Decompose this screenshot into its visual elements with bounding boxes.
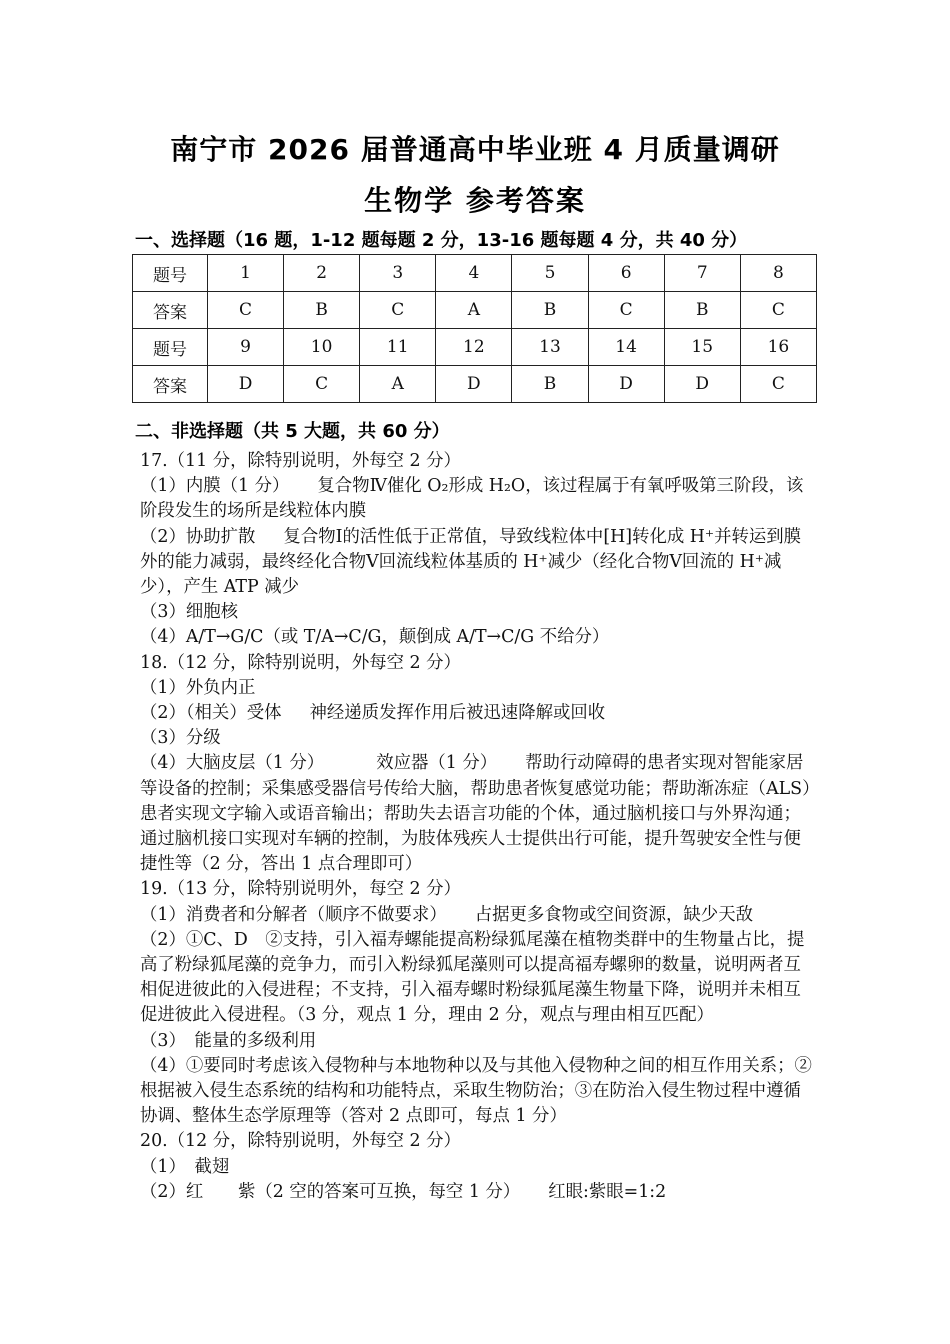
question-20-answer-1: （1） 截翅: [140, 1156, 230, 1177]
answer-part: 帮助行动障碍的患者实现对智能家居等设备的控制；采集感受器信号传给大脑，帮助患者恢复感觉功能；帮助渐冻症（ALS）患者实现文字输入或语音输出；帮助失去语言功能的个体，通过脑机接口与外界沟通；通过脑机接口实现对车辆的控制，为肢体残疾人士提供出行可能，提升驾驶安全性与便捷性等（2 分，答出 1 点合理即可）: [140, 753, 811, 875]
question-19-answer-1: [140, 903, 812, 928]
table-cell: 9: [208, 329, 284, 366]
table-cell: C: [740, 366, 816, 403]
answer-part: （2）协助扩散: [140, 526, 256, 547]
table-cell: C: [208, 292, 284, 329]
table-cell: 12: [436, 329, 512, 366]
question-17-answer-4: （4）A/T→G/C（或 T/A→C/G，颠倒成 A/T→C/G 不给分）: [140, 627, 610, 648]
answer-part: 复合物Ⅳ催化 O₂形成 H₂O，该过程属于有氧呼吸第三阶段，该阶段发生的场所是线粒体内膜: [140, 476, 804, 522]
question-19-answer-3: （3） 能量的多级利用: [140, 1030, 317, 1051]
table-cell: D: [436, 366, 512, 403]
table-cell: 2: [284, 255, 360, 292]
table-cell: C: [284, 366, 360, 403]
table-cell: 4: [436, 255, 512, 292]
table-cell: C: [740, 292, 816, 329]
row-label: 题号: [133, 255, 208, 292]
question-18-answer-3: （3）分级: [140, 728, 221, 749]
question-19-answer-2: （2）①C、D ②支持，引入福寿螺能提高粉绿狐尾藻在植物类群中的生物量占比，提高了粉绿狐尾藻的竞争力，而引入粉绿狐尾藻则可以提高福寿螺卵的数量，说明两者互相促进彼此的入侵进程；不支持，引入福寿螺时粉绿狐尾藻生物量下降，说明并未相互促进彼此入侵进程。（3 分，观点 1 分，理由 2 分，观点与理由相互匹配）: [140, 929, 805, 1026]
section-heading-nonchoice: 二、非选择题（共 5 大题，共 60 分）: [135, 421, 450, 442]
table-cell: B: [512, 366, 588, 403]
page-subtitle: 生物学 参考答案: [364, 184, 586, 217]
table-row: [133, 292, 817, 329]
table-cell: 15: [664, 329, 740, 366]
question-17-answer-2: [140, 525, 812, 601]
table-row: [133, 366, 817, 403]
table-cell: 16: [740, 329, 816, 366]
table-row: [133, 255, 817, 292]
question-18-answer-1: （1）外负内正: [140, 677, 256, 698]
answer-part: （2）（相关）受体: [140, 703, 282, 724]
question-20-title: 20.（12 分，除特别说明，外每空 2 分）: [140, 1131, 461, 1152]
row-label: 题号: [133, 329, 208, 366]
answer-part: 占据更多食物或空间资源，缺少天敌: [474, 904, 753, 925]
question-17-title: 17.（11 分，除特别说明，外每空 2 分）: [140, 451, 461, 471]
table-cell: D: [208, 366, 284, 403]
section-heading-choice: 一、选择题（16 题，1-12 题每题 2 分，13-16 题每题 4 分，共 40 分）: [135, 230, 748, 251]
answer-part: 红眼:紫眼=1:2: [548, 1181, 667, 1202]
answer-part: 效应器（1 分）: [376, 753, 498, 774]
answer-part: （1）消费者和分解者（顺序不做要求）: [140, 904, 447, 925]
table-cell: 11: [360, 329, 436, 366]
table-cell: B: [284, 292, 360, 329]
table-cell: 14: [588, 329, 664, 366]
table-cell: D: [588, 366, 664, 403]
question-17-answer-1: [140, 474, 812, 524]
table-cell: A: [360, 366, 436, 403]
answer-table: [132, 254, 817, 403]
table-cell: A: [436, 292, 512, 329]
question-18-title: 18.（12 分，除特别说明，外每空 2 分）: [140, 652, 461, 673]
answer-part: 复合物Ⅰ的活性低于正常值，导致线粒体中[H]转化成 H⁺并转运到膜外的能力减弱，最终经化合物Ⅴ回流线粒体基质的 H⁺减少（经化合物Ⅴ回流的 H⁺减少），产生 ATP 减少: [140, 526, 802, 598]
question-20-answer-2: [140, 1180, 812, 1205]
table-cell: B: [664, 292, 740, 329]
table-cell: 8: [740, 255, 816, 292]
row-label: 答案: [133, 366, 208, 403]
question-17-answer-3: （3）细胞核: [140, 602, 239, 623]
question-18-answer-2: [140, 701, 812, 726]
table-cell: 1: [208, 255, 284, 292]
answer-part: （2）红 紫（2 空的答案可互换，每空 1 分）: [140, 1181, 521, 1202]
table-cell: 5: [512, 255, 588, 292]
answer-part: （1）内膜（1 分）: [140, 476, 290, 497]
table-cell: 7: [664, 255, 740, 292]
table-cell: 3: [360, 255, 436, 292]
question-18-answer-4: [140, 751, 812, 877]
table-cell: C: [588, 292, 664, 329]
question-19-answer-4: （4）①要同时考虑该入侵物种与本地物种以及与其他入侵物种之间的相互作用关系；②根据被入侵生态系统的结构和功能特点，采取生物防治；③在防治入侵生物过程中遵循协调、整体生态学原理等（答对 2 点即可，每点 1 分）: [140, 1055, 812, 1127]
table-cell: D: [664, 366, 740, 403]
table-row: [133, 329, 817, 366]
answers-body: [140, 449, 812, 1205]
question-19-title: 19.（13 分，除特别说明外，每空 2 分）: [140, 879, 461, 900]
answer-part: （4）大脑皮层（1 分）: [140, 753, 325, 774]
answer-part: 神经递质发挥作用后被迅速降解或回收: [309, 703, 606, 724]
table-cell: B: [512, 292, 588, 329]
table-cell: 13: [512, 329, 588, 366]
row-label: 答案: [133, 292, 208, 329]
table-cell: 6: [588, 255, 664, 292]
page-title: 南宁市 2026 届普通高中毕业班 4 月质量调研: [170, 133, 780, 166]
table-cell: 10: [284, 329, 360, 366]
table-cell: C: [360, 292, 436, 329]
